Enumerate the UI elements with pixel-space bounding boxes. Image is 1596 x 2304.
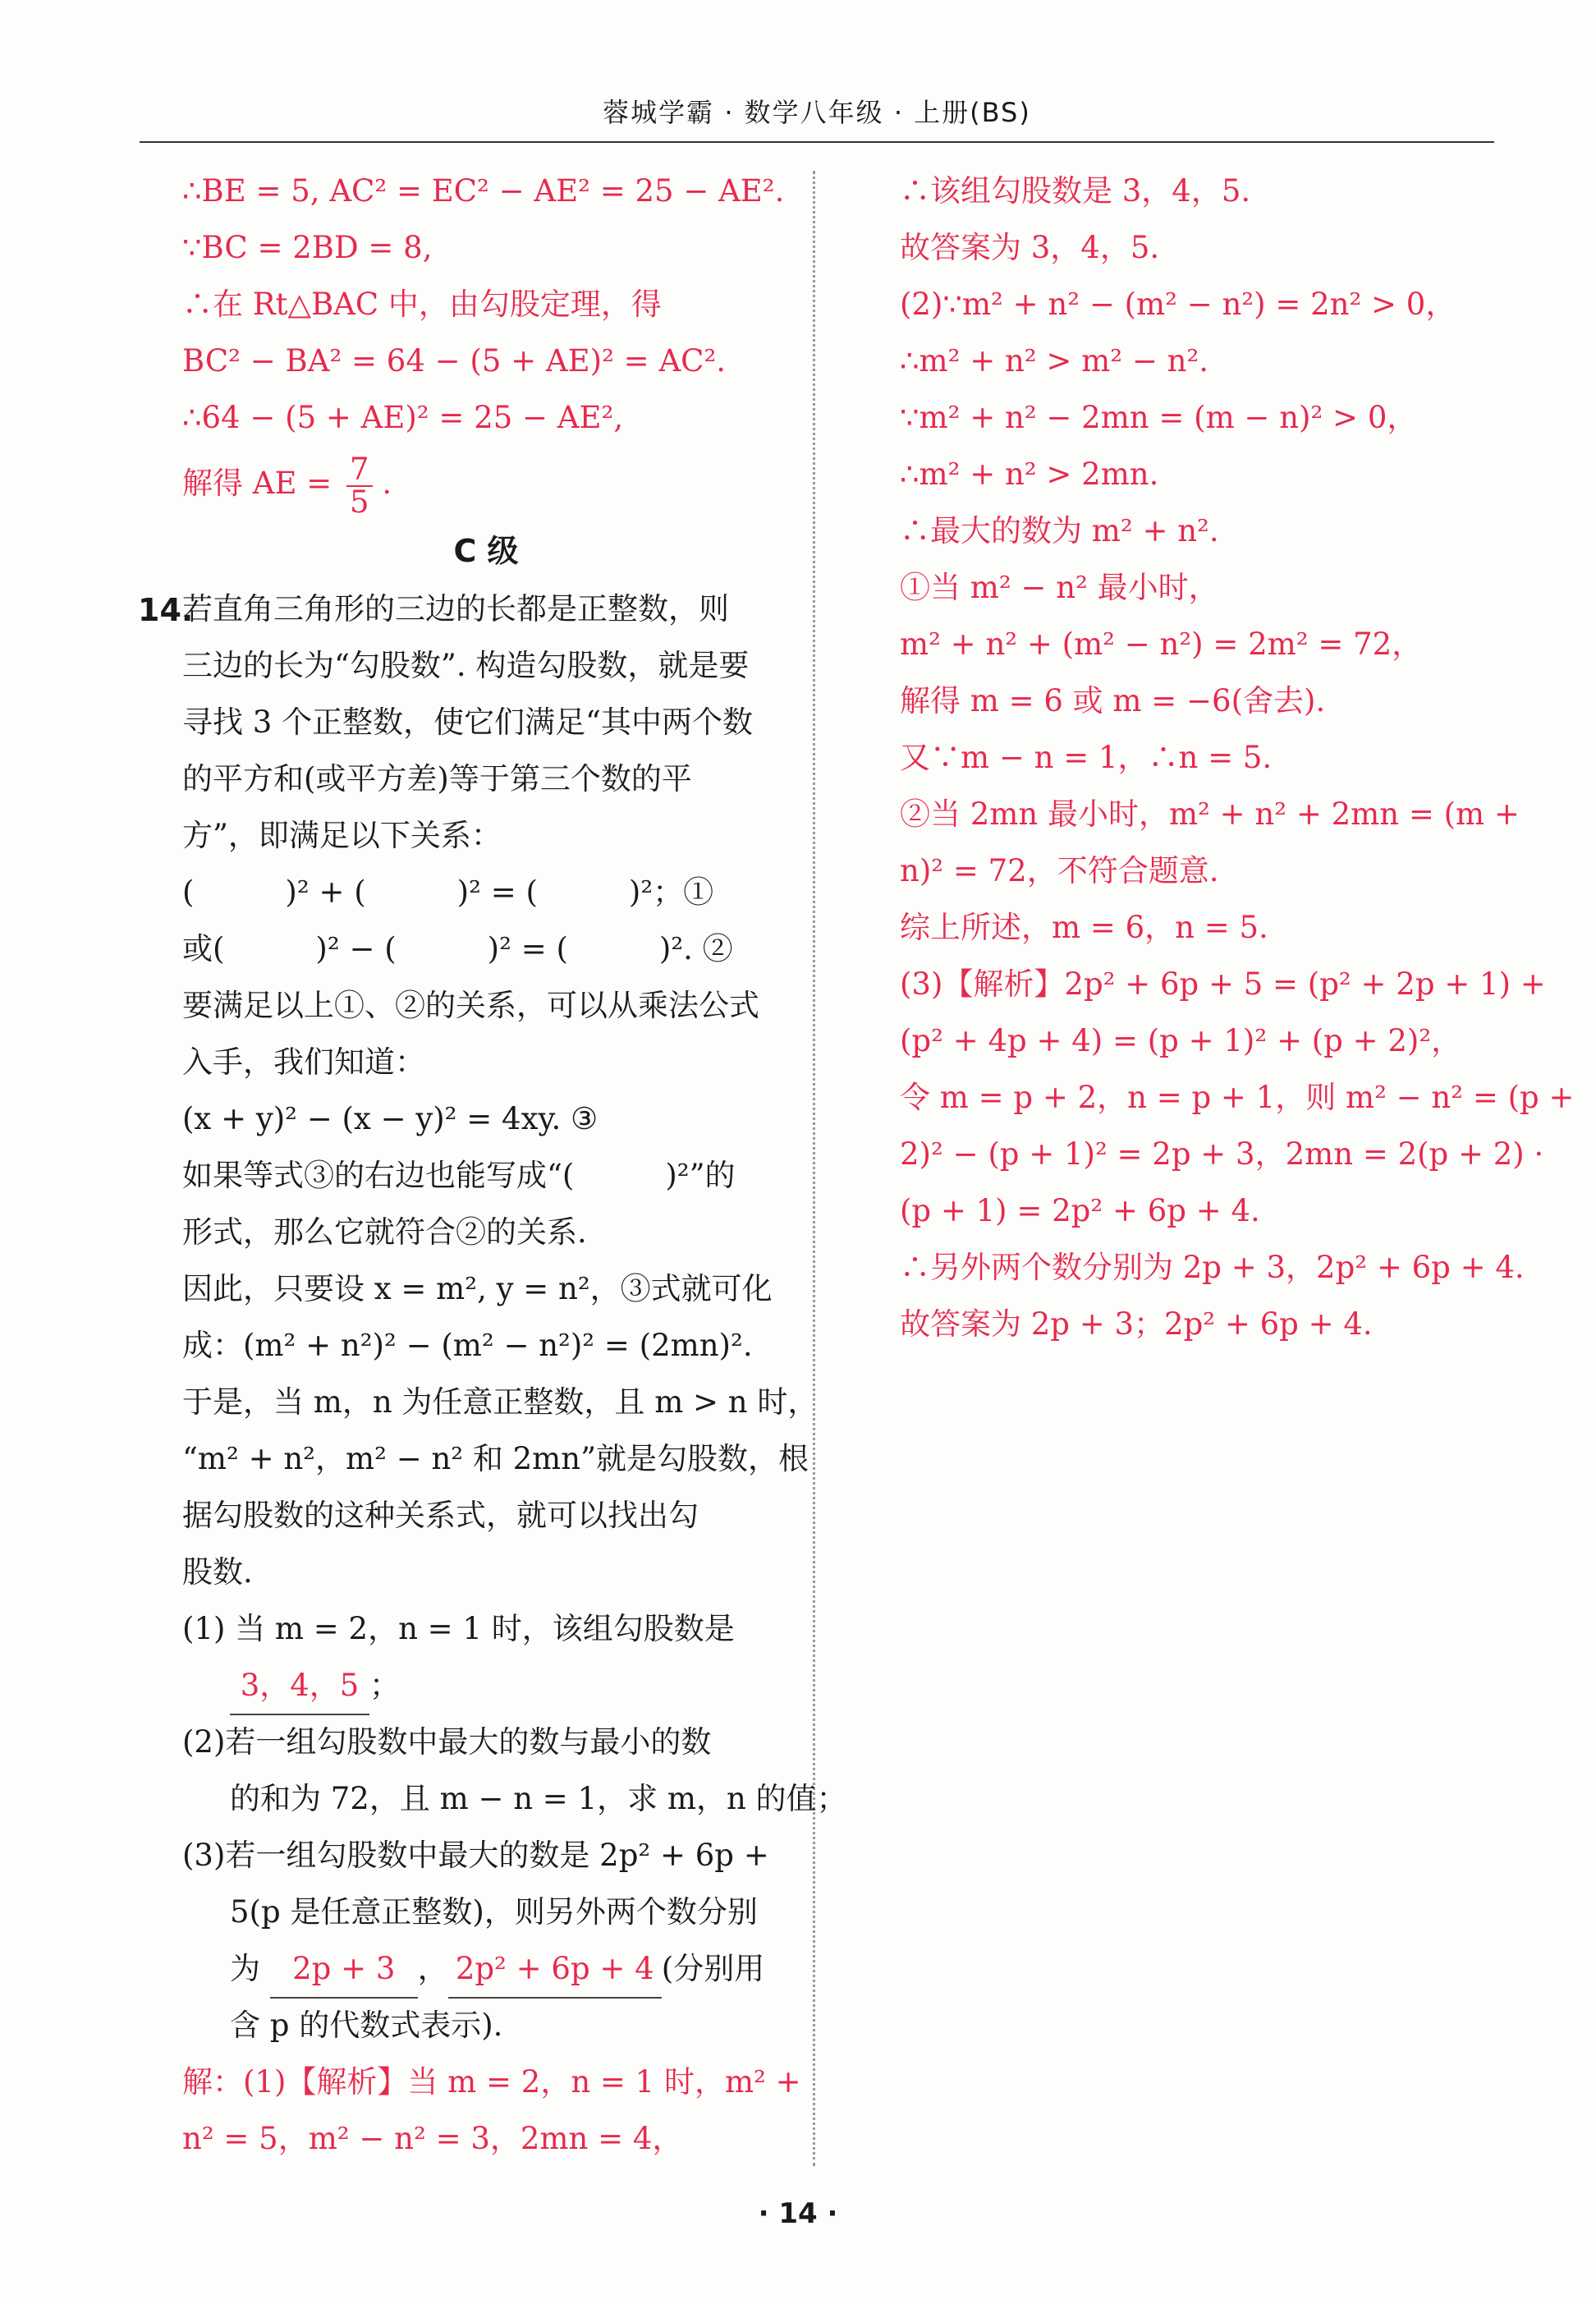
question-text-line: (x + y)² − (x − y)² = 4xy. ③ (182, 1101, 598, 1136)
solution-line: ∴BE = 5, AC² = EC² − AE² = 25 − AE². (182, 173, 785, 209)
solution-line: 综上所述，m = 6，n = 5. (900, 910, 1268, 945)
page-header-title: 蓉城学霸 · 数学八年级 · 上册(BS) (603, 97, 1031, 128)
solution-line: n)² = 72，不符合题意. (900, 853, 1219, 888)
question-text-line: 若直角三角形的三边的长都是正整数，则 (182, 591, 729, 626)
fraction-denominator: 5 (350, 484, 369, 520)
header-rule (140, 141, 1494, 143)
question-number: 14. (138, 592, 194, 628)
question-text-line: 方”，即满足以下关系： (182, 818, 502, 853)
answer-blank: 2p² + 6p + 4 (448, 1940, 662, 1999)
solution-line: m² + n² + (m² − n²) = 2m² = 72， (900, 626, 1423, 662)
part-3-suffix: (分别用 (661, 1951, 765, 1986)
solution-line: 解得 m = 6 或 m = −6(舍去). (900, 683, 1326, 718)
column-divider (813, 171, 815, 2166)
fraction-numerator: 7 (346, 454, 373, 487)
question-14 (138, 581, 847, 2167)
page-number: · 14 · (758, 2197, 838, 2230)
solution-line: ∴该组勾股数是 3，4，5. (900, 173, 1251, 209)
solution-line: ∴在 Rt△BAC 中，由勾股定理，得 (182, 287, 662, 322)
solution-line: ∴另外两个数分别为 2p + 3，2p² + 6p + 4. (900, 1250, 1525, 1285)
answer-blank: 2p + 3 (270, 1940, 418, 1999)
solution-line: ∴m² + n² > m² − n². (900, 343, 1209, 379)
question-text-line: 于是，当 m，n 为任意正整数，且 m > n 时， (182, 1384, 819, 1420)
part-3-text: 5(p 是任意正整数)，则另外两个数分别 (230, 1894, 758, 1930)
part-1-text: (1) 当 m = 2，n = 1 时，该组勾股数是 (182, 1611, 735, 1646)
solution-line: ②当 2mn 最小时，m² + n² + 2mn = (m + (900, 796, 1520, 832)
solution-line: ∴64 − (5 + AE)² = 25 − AE², (182, 400, 624, 435)
solve-prefix: 解得 AE = (182, 466, 332, 501)
solution-line: (p + 1) = 2p² + 6p + 4. (900, 1193, 1260, 1228)
solution-line: (3)【解析】2p² + 6p + 5 = (p² + 2p + 1) + (900, 966, 1546, 1002)
solution-line: 故答案为 3，4，5. (900, 230, 1160, 265)
part-2-text: 的和为 72，且 m − n = 1，求 m，n 的值； (230, 1781, 847, 1816)
question-text-line: 据勾股数的这种关系式，就可以找出勾 (182, 1498, 699, 1533)
part-3-prefix: 为 (230, 1951, 260, 1986)
part-3-answer-line (182, 1940, 790, 1997)
part-1-answer-line (182, 1657, 790, 1714)
solution-line: n² = 5，m² − n² = 3，2mn = 4， (182, 2121, 683, 2156)
left-column (138, 163, 847, 2167)
fraction (346, 451, 373, 520)
question-text-line: “m² + n²，m² − n² 和 2mn”就是勾股数，根 (182, 1441, 809, 1476)
solution-line: ①当 m² − n² 最小时， (900, 570, 1219, 605)
solution-line: 2)² − (p + 1)² = 2p + 3，2mn = 2(p + 2) · (900, 1136, 1544, 1172)
part-1-end: ； (369, 1668, 400, 1703)
question-text-line: 入手，我们知道： (182, 1044, 425, 1080)
solve-suffix: . (382, 466, 392, 501)
solution-line: 故答案为 2p + 3；2p² + 6p + 4. (900, 1306, 1373, 1342)
question-text-line: 或( )² − ( )² = ( )². ② (182, 931, 733, 966)
solution-line: ∵BC = 2BD = 8, (182, 230, 433, 265)
solution-line: 又∵m − n = 1，∴n = 5. (900, 740, 1273, 775)
question-text-line: 要满足以上①、②的关系，可以从乘法公式 (182, 988, 759, 1023)
question-text-line: 股数. (182, 1554, 253, 1590)
part-2-text: (2)若一组勾股数中最大的数与最小的数 (182, 1724, 712, 1760)
part-3-text: 含 p 的代数式表示). (230, 2008, 503, 2043)
right-column (900, 163, 1575, 1352)
solution-line: (2)∵m² + n² − (m² − n²) = 2n² > 0， (900, 287, 1456, 322)
solution-line: ∴最大的数为 m² + n². (900, 513, 1219, 548)
question-text-line: 成：(m² + n²)² − (m² − n²)² = (2mn)². (182, 1328, 753, 1363)
question-text-line: 因此，只要设 x = m², y = n²，③式就可化 (182, 1271, 773, 1306)
solution-result-line (182, 446, 790, 521)
solution-line: 令 m = p + 2，n = p + 1，则 m² − n² = (p + (900, 1080, 1575, 1115)
part-3-comma: ， (417, 1951, 448, 1986)
solution-line: 解：(1)【解析】当 m = 2，n = 1 时，m² + (182, 2064, 801, 2100)
solution-line: ∴m² + n² > 2mn. (900, 457, 1159, 492)
solution-line: BC² − BA² = 64 − (5 + AE)² = AC². (182, 343, 727, 379)
solution-line: (p² + 4p + 4) = (p + 1)² + (p + 2)²， (900, 1023, 1462, 1058)
solution-line: ∵m² + n² − 2mn = (m − n)² > 0， (900, 400, 1418, 435)
question-text-line: 寻找 3 个正整数，使它们满足“其中两个数 (182, 705, 753, 740)
question-text-line: 三边的长为“勾股数”. 构造勾股数，就是要 (182, 648, 750, 683)
section-title: C 级 (453, 533, 519, 569)
question-text-line: 的平方和(或平方差)等于第三个数的平 (182, 761, 692, 796)
question-text-line: ( )² + ( )² = ( )²；① (182, 874, 714, 910)
part-3-text: (3)若一组勾股数中最大的数是 2p² + 6p + (182, 1838, 769, 1873)
question-text-line: 形式，那么它就符合②的关系. (182, 1214, 587, 1250)
answer-blank: 3，4，5 (230, 1657, 369, 1715)
question-text-line: 如果等式③的右边也能写成“( )²”的 (182, 1158, 736, 1193)
